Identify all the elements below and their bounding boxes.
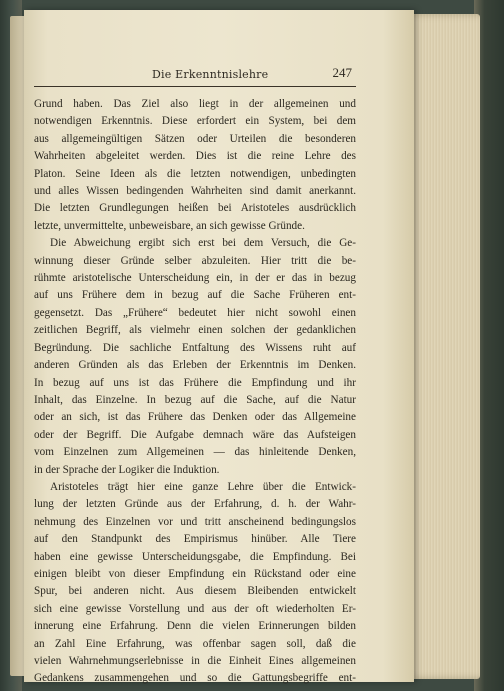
text-line: rühmte aristotelische Unterscheidung ein, in der er das in bezug bbox=[34, 272, 356, 285]
body-text bbox=[34, 96, 356, 688]
text-line: lung der letzten Gründe aus der Erfahrung, d. h. der Wahr- bbox=[34, 498, 356, 511]
page-stack-edge bbox=[404, 14, 480, 679]
running-title: Die Erkenntnislehre bbox=[152, 68, 269, 81]
text-line: nehmung des Einzelnen vor und tritt anscheinend bedingungslos bbox=[34, 515, 356, 528]
text-line: In bezug auf uns ist das Frühere die Empfindung und ihr bbox=[34, 376, 356, 389]
page-header bbox=[34, 64, 356, 87]
text-line: aus allgemeingültigen Sätzen oder Urteilen die besonderen bbox=[34, 132, 356, 145]
text-line: gegensetzt. Das „Frühere“ bedeutet hier nicht sowohl einen bbox=[34, 306, 356, 319]
text-line: auf den Standpunkt des Empirismus hinüber. Alle Tiere bbox=[34, 533, 356, 546]
text-line: Inhalt, das Einzelne. In bezug auf die Sache, auf die Natur bbox=[34, 393, 356, 406]
text-line: zeitlichen Begriff, als vielmehr einen solchen der gedanklichen bbox=[34, 324, 356, 337]
text-line: letzte, unvermittelte, unbeweisbare, an sich gewisse Gründe. bbox=[34, 219, 305, 232]
text-line: auf uns Frühere dem in bezug auf die Sache Früheren ent- bbox=[34, 289, 356, 302]
text-line: vielen Wahrnehmungserlebnisse in die Einheit Eines allgemeinen bbox=[34, 655, 356, 667]
text-line: anderen Gründen als das Erleben der Erkenntnis im Denken. bbox=[34, 359, 356, 372]
text-line: innerung eine Erfahrung. Denn die vielen Erinnerungen bilden bbox=[34, 620, 356, 633]
text-line: Wahrheiten abgeleitet werden. Dies ist die reine Lehre des bbox=[34, 150, 356, 163]
text-line: oder an sich, ist das Frühere das Denken oder das Allgemeine bbox=[34, 411, 356, 424]
text-line: Die letzten Grundlegungen heißen bei Aristoteles ausdrücklich bbox=[34, 202, 356, 215]
text-line: Aristoteles trägt hier eine ganze Lehre über die Entwick- bbox=[50, 480, 356, 493]
text-line: Begründung. Die sachliche Entfaltung des Wissens ruht auf bbox=[34, 341, 356, 354]
text-line: haben eine gewisse Unterscheidungsgabe, die Empfindung. Bei bbox=[34, 550, 356, 563]
text-line: oder der Begriff. Die Aufgabe demnach wäre das Aufsteigen bbox=[34, 428, 356, 441]
page-number: 247 bbox=[332, 65, 352, 80]
text-line: Gedankens zusammengehen und so die Gattungsbegriffe ent- bbox=[34, 672, 356, 685]
text-line: Spur, bei anderen nicht. Aus diesem Bleibenden entwickelt bbox=[34, 585, 356, 598]
text-line: sich eine gewisse Vorstellung und aus der oft wiederholten Er- bbox=[34, 602, 356, 615]
text-line: vom Einzelnen zum Allgemeinen — das hinleitende Denken, bbox=[34, 446, 356, 459]
text-line: und alles Wissen bedingenden Wahrheiten sind damit anerkannt. bbox=[34, 185, 356, 198]
text-line: winnung dieser Gründe selber abzuleiten. Hier tritt die be- bbox=[34, 254, 356, 267]
text-line: Grund haben. Das Ziel also liegt in der allgemeinen und bbox=[34, 98, 356, 110]
text-line: in der Sprache der Logiker die Induktion. bbox=[34, 463, 220, 476]
text-line: notwendigen Erkenntnis. Diese erfordert ein System, bei dem bbox=[34, 115, 356, 128]
text-line: einigen bleibt von dieser Empfindung ein Rückstand oder eine bbox=[34, 567, 356, 580]
text-line: Die Abweichung ergibt sich erst bei dem Versuch, die Ge- bbox=[50, 237, 356, 250]
text-line: Platon. Seine Ideen als die letzten notwendigen, unbedingten bbox=[34, 167, 356, 180]
text-line: an Zahl Eine Erfahrung, was offenbar sagen soll, daß die bbox=[34, 637, 356, 650]
